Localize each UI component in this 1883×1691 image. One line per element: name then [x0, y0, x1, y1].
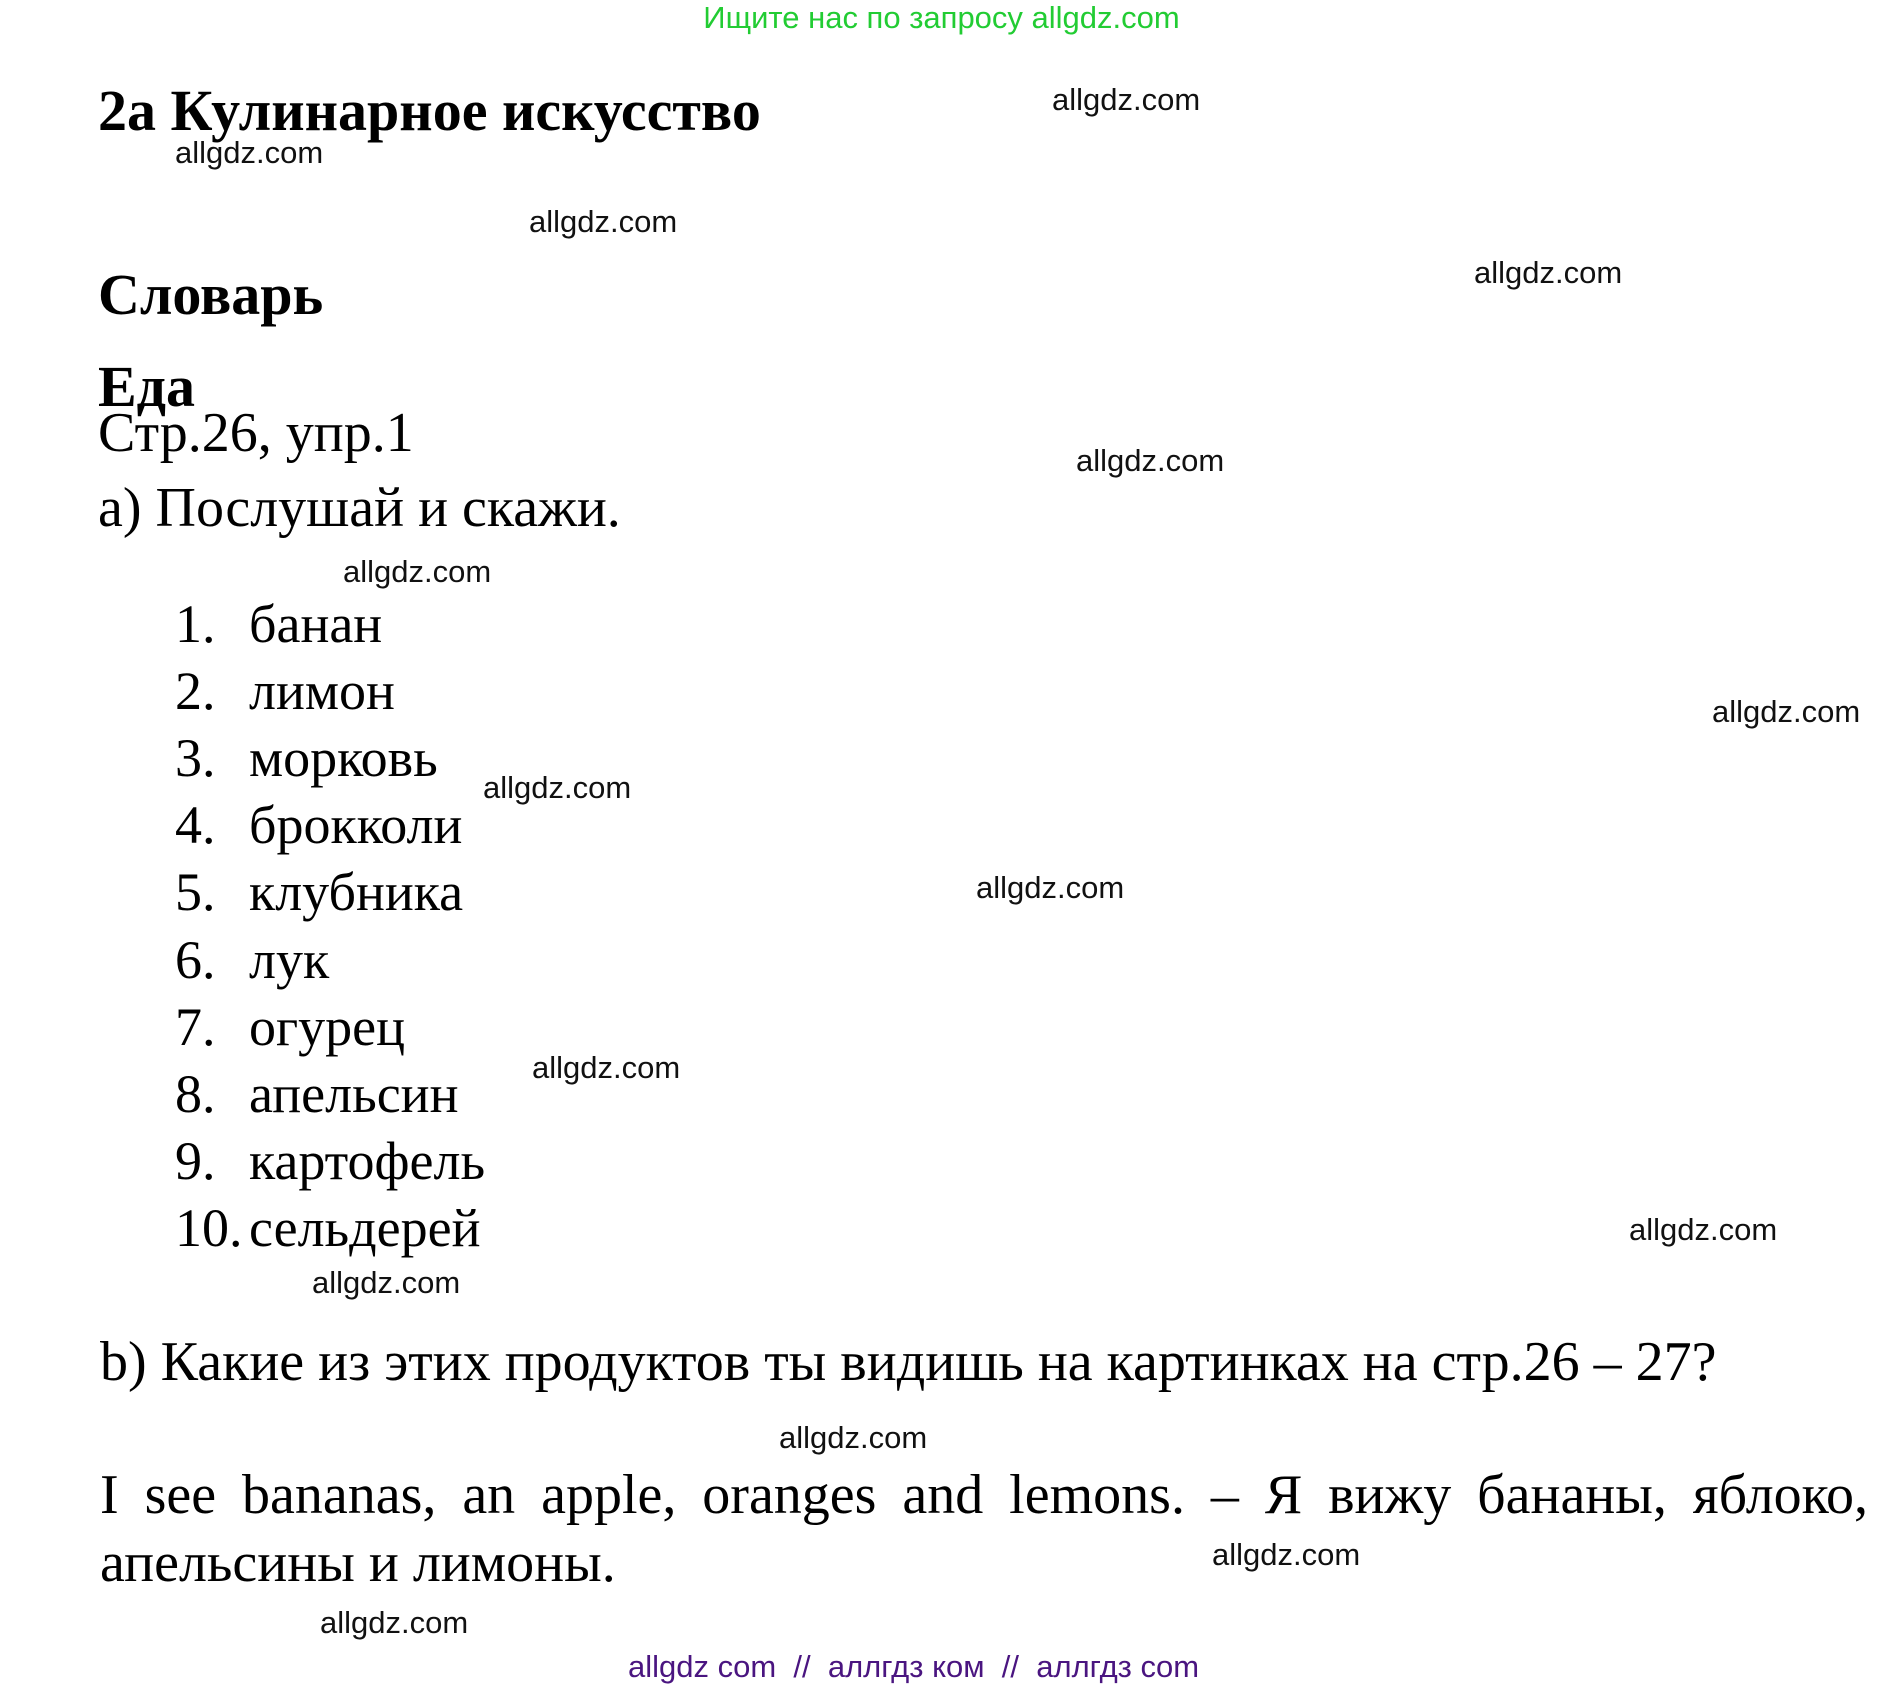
- watermark: allgdz.com: [1474, 255, 1623, 290]
- watermark: allgdz.com: [1629, 1212, 1778, 1247]
- subsection-title: Еда: [98, 354, 196, 419]
- footer-links: allgdz com // аллгдз ком // аллгдз com: [628, 1649, 1200, 1684]
- list-number: 4.: [175, 795, 216, 855]
- list-number: 8.: [175, 1064, 216, 1124]
- watermark: allgdz.com: [1212, 1537, 1361, 1572]
- watermark: allgdz.com: [483, 770, 632, 805]
- task-a: а) Послушай и скажи.: [98, 477, 621, 539]
- list-item: лимон: [249, 661, 395, 721]
- answer-line-2: апельсины и лимоны.: [100, 1532, 616, 1594]
- list-number: 5.: [175, 862, 216, 922]
- promo-banner: Ищите нас по запросу allgdz.com: [703, 0, 1180, 35]
- list-number: 6.: [175, 930, 216, 990]
- list-number: 9.: [175, 1131, 216, 1191]
- answer-line-1: I see bananas, an apple, oranges and lemons. – Я вижу бананы, яблоко,: [100, 1464, 1868, 1526]
- task-b: b) Какие из этих продуктов ты видишь на картинках на стр.26 – 27?: [100, 1331, 1717, 1393]
- list-number: 2.: [175, 661, 216, 721]
- watermark: allgdz.com: [976, 870, 1125, 905]
- list-item: сельдерей: [249, 1198, 481, 1258]
- list-number: 3.: [175, 728, 216, 788]
- unit-title: 2a Кулинарное искусство: [98, 78, 761, 143]
- list-item: морковь: [249, 728, 438, 788]
- watermark: allgdz.com: [1076, 443, 1225, 478]
- list-item: брокколи: [249, 795, 463, 855]
- list-item: апельсин: [249, 1064, 459, 1124]
- watermark: allgdz.com: [320, 1605, 469, 1640]
- list-number: 1.: [175, 594, 216, 654]
- list-item: клубника: [249, 862, 464, 922]
- watermark: allgdz.com: [1052, 82, 1201, 117]
- list-item: картофель: [249, 1131, 486, 1191]
- watermark: allgdz.com: [1712, 694, 1861, 729]
- watermark: allgdz.com: [343, 554, 492, 589]
- watermark: allgdz.com: [175, 135, 324, 170]
- watermark: allgdz.com: [312, 1265, 461, 1300]
- list-item: лук: [249, 930, 330, 990]
- watermark: allgdz.com: [779, 1420, 928, 1455]
- watermark: allgdz.com: [529, 204, 678, 239]
- list-number: 7.: [175, 997, 216, 1057]
- list-item: банан: [249, 594, 383, 654]
- exercise-ref: Стр.26, упр.1: [98, 402, 414, 464]
- list-item: огурец: [249, 997, 406, 1057]
- list-number: 10.: [175, 1198, 243, 1258]
- section-title: Словарь: [98, 262, 324, 327]
- watermark: allgdz.com: [532, 1050, 681, 1085]
